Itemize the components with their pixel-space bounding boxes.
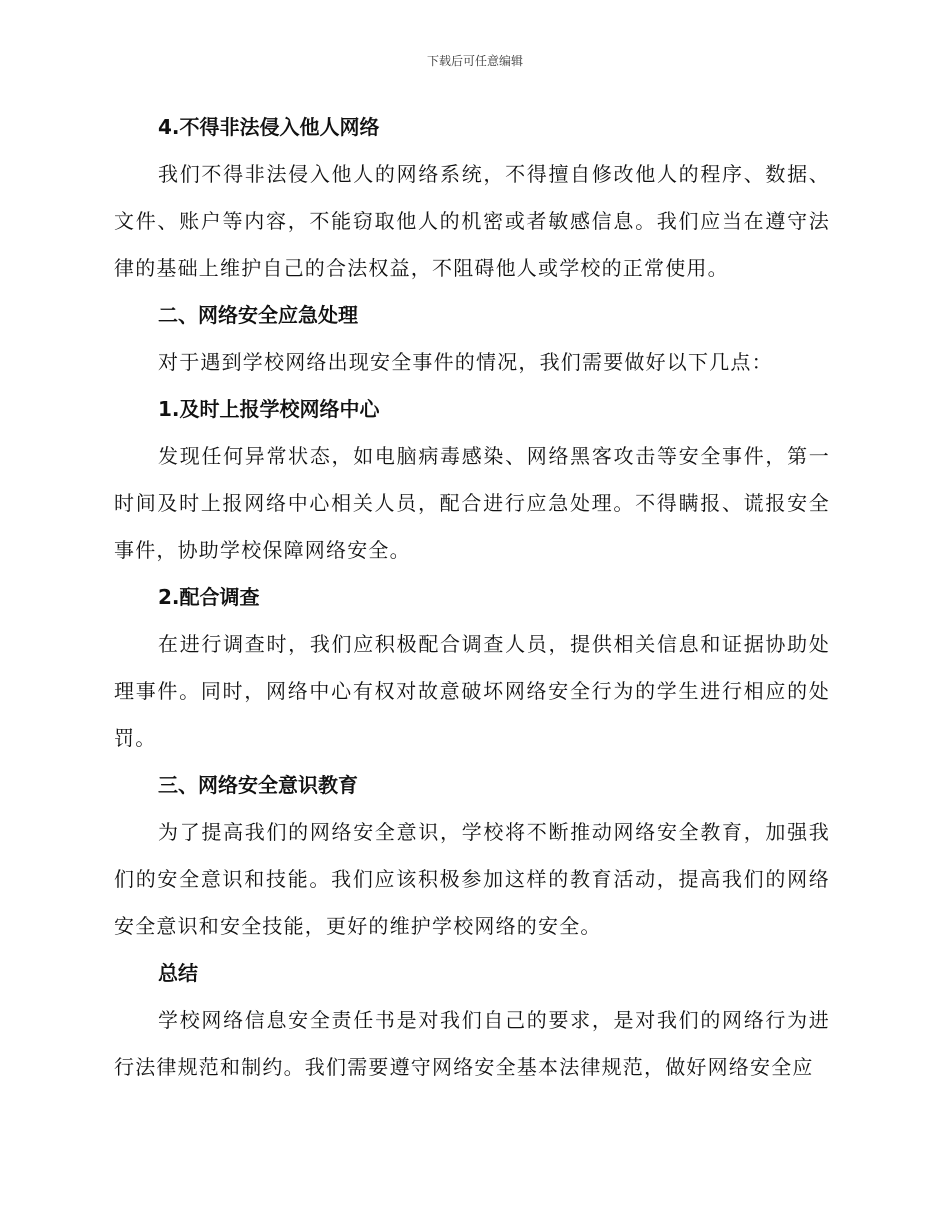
section-heading-1-report: 1.及时上报学校网络中心 — [158, 397, 380, 421]
document-body — [114, 104, 830, 1091]
section-heading-emergency-response: 二、网络安全应急处理 — [158, 303, 358, 327]
paragraph-report: 发现任何异常状态，如电脑病毒感染、网络黑客攻击等安全事件，第一时间及时上报网络中心相关人员，配合进行应急处理。不得瞒报、谎报安全事件，协助学校保障网络安全。 — [114, 444, 830, 562]
paragraph-no-intrusion: 我们不得非法侵入他人的网络系统，不得擅自修改他人的程序、数据、文件、账户等内容，不能窃取他人的机密或者敏感信息。我们应当在遵守法律的基础上维护自己的合法权益，不阻碍他人或学校的正常使用。 — [114, 162, 830, 280]
section-heading-4-no-intrusion: 4.不得非法侵入他人网络 — [158, 115, 380, 139]
paragraph-summary: 学校网络信息安全责任书是对我们自己的要求，是对我们的网络行为进行法律规范和制约。我们需要遵守网络安全基本法律规范，做好网络安全应 — [114, 1008, 830, 1079]
section-heading-security-education: 三、网络安全意识教育 — [158, 773, 358, 797]
section-heading-2-cooperate: 2.配合调查 — [158, 585, 260, 609]
page-header: 下载后可任意编辑 — [426, 54, 523, 68]
paragraph-security-education: 为了提高我们的网络安全意识，学校将不断推动网络安全教育，加强我们的安全意识和技能。我们应该积极参加这样的教育活动，提高我们的网络安全意识和安全技能，更好的维护学校网络的安全。 — [114, 820, 830, 938]
paragraph-emergency-intro: 对于遇到学校网络出现安全事件的情况，我们需要做好以下几点： — [158, 350, 773, 374]
section-heading-summary: 总结 — [158, 961, 198, 985]
paragraph-cooperate: 在进行调查时，我们应积极配合调查人员，提供相关信息和证据协助处理事件。同时，网络中心有权对故意破坏网络安全行为的学生进行相应的处罚。 — [114, 632, 830, 750]
